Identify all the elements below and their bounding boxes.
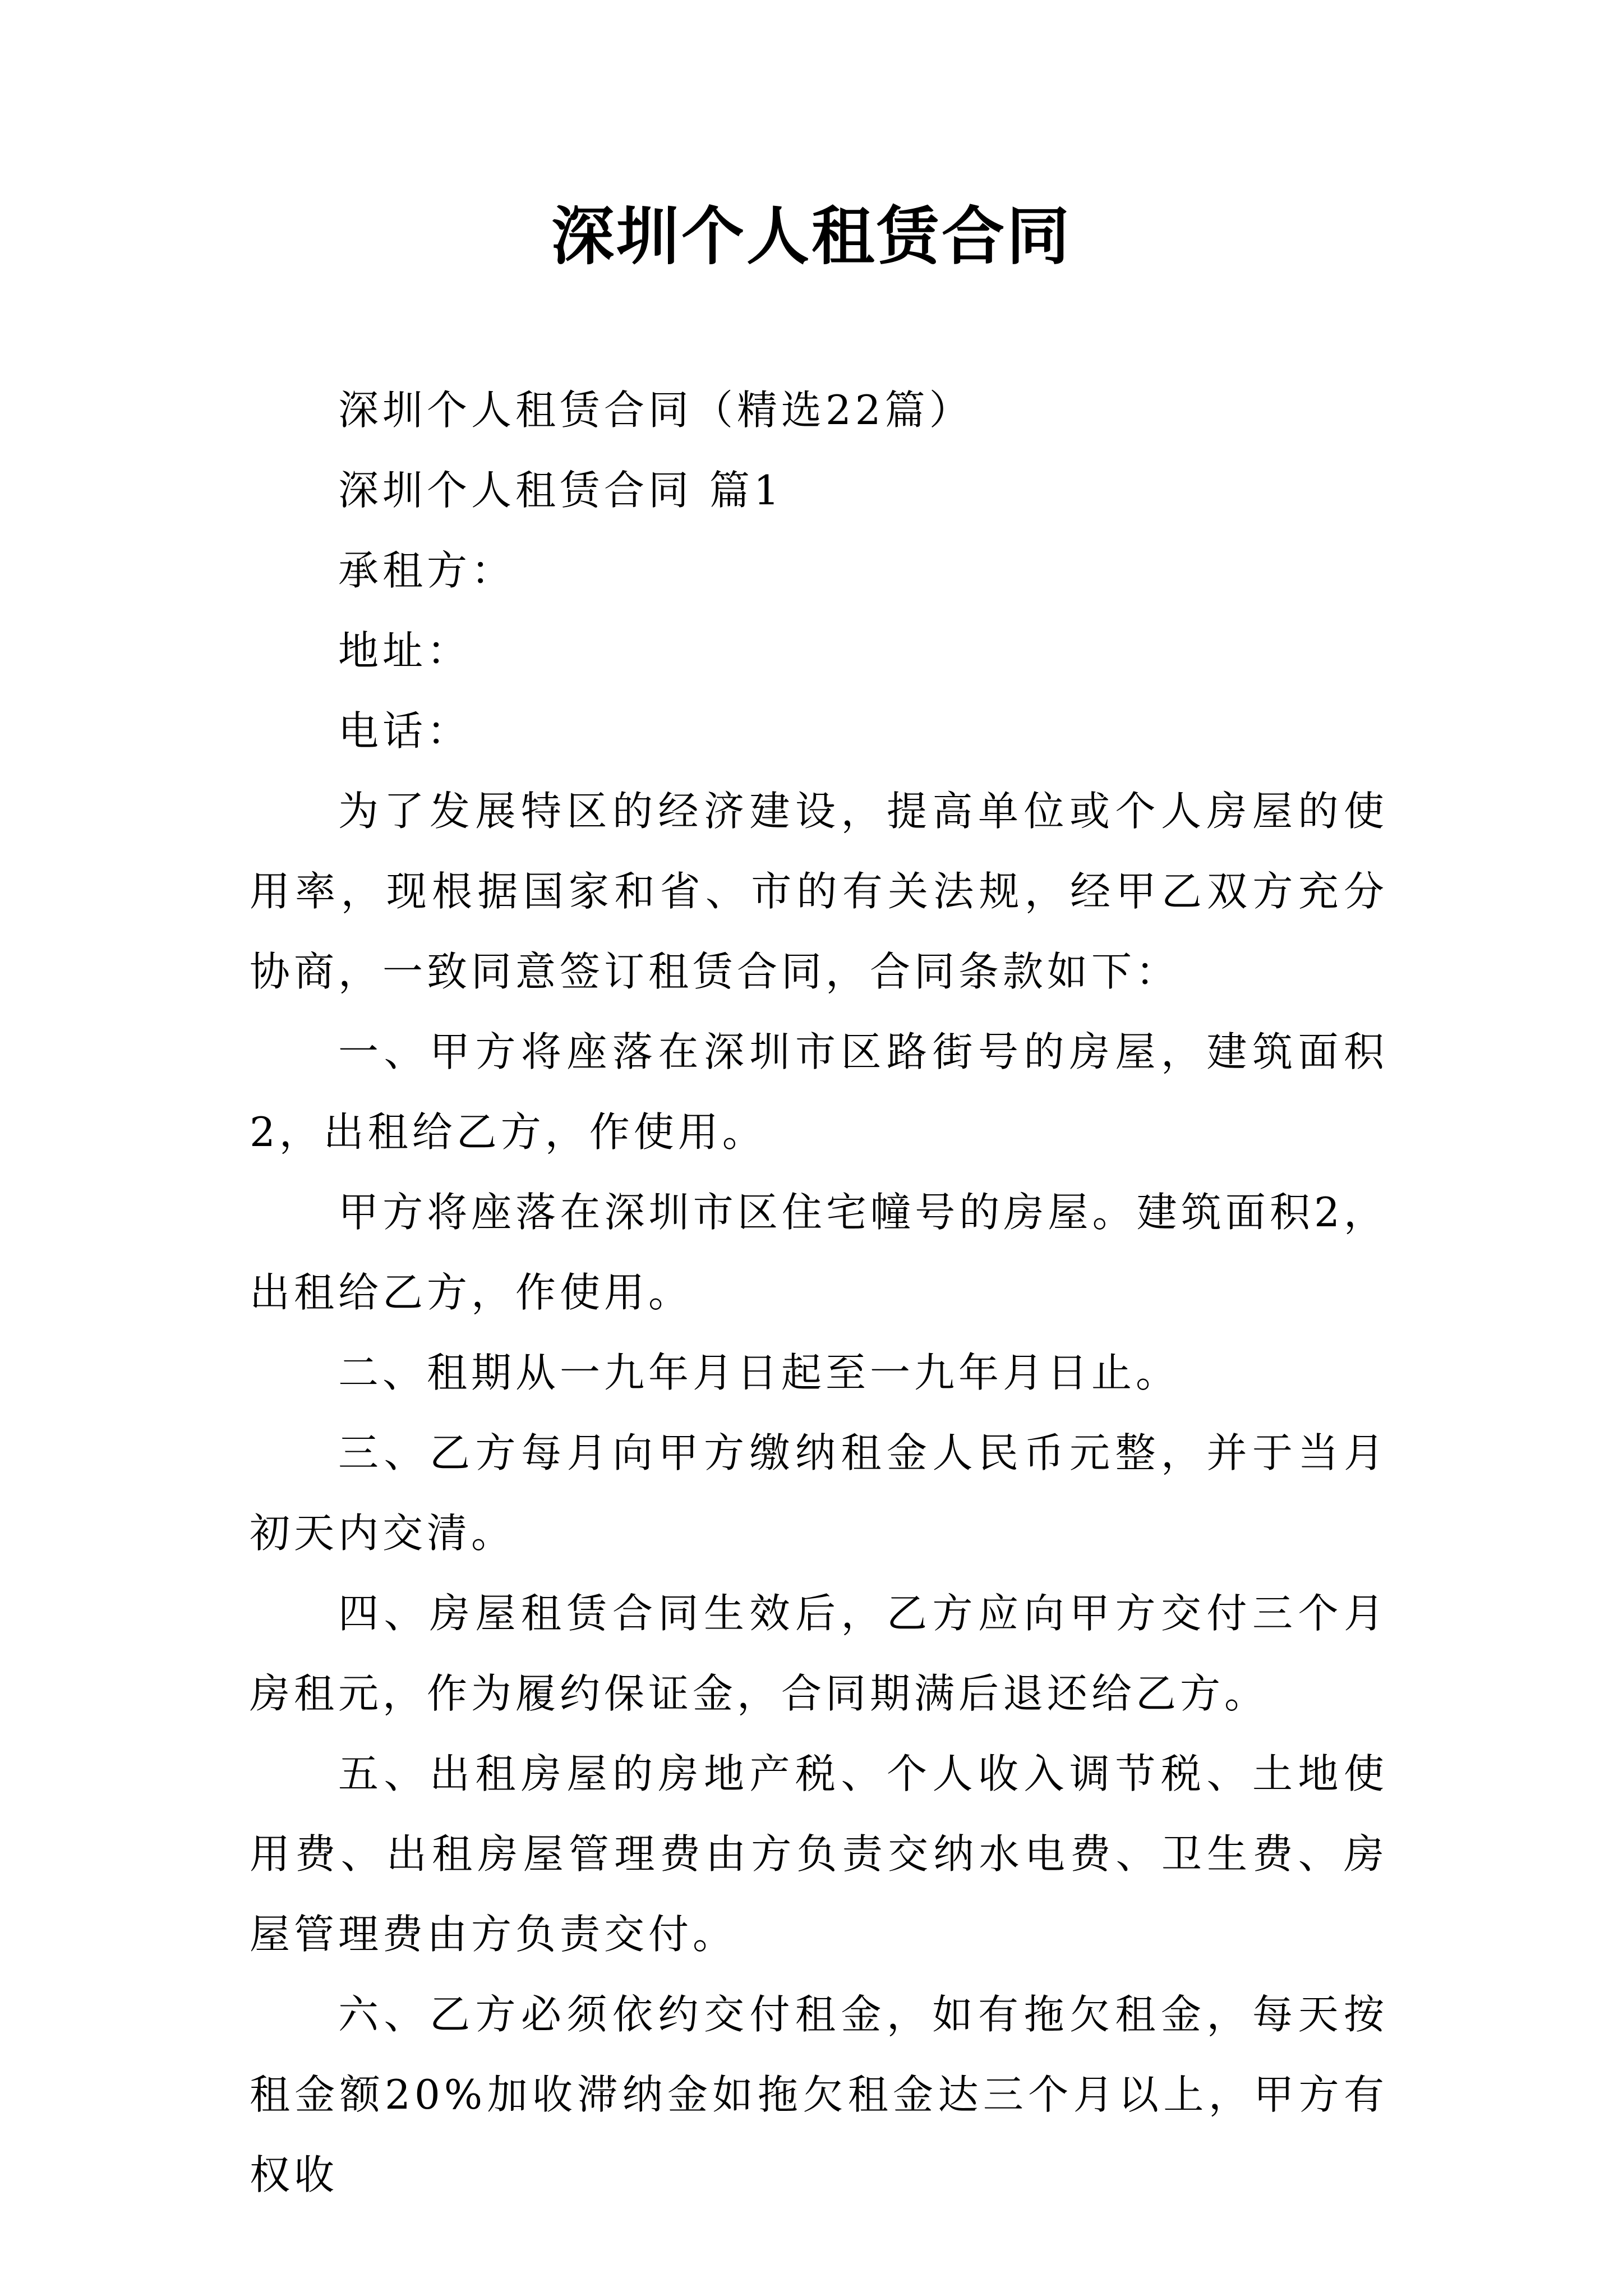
- clause-2: 二、租期从一九年月日起至一九年月日止。: [338, 1349, 1181, 1396]
- clause-1: 一、甲方将座落在深圳市区路街号的房屋，建筑面积2，出租给乙方，作使用。: [250, 1028, 1388, 1156]
- field-address: 地址：: [338, 627, 472, 674]
- clause-4: 四、房屋租赁合同生效后，乙方应向甲方交付三个月房租元，作为履约保证金，合同期满后退还给乙方。: [250, 1590, 1388, 1717]
- clause-3: 三、乙方每月向甲方缴纳租金人民币元整，并于当月初天内交清。: [250, 1429, 1388, 1557]
- field-phone: 电话：: [338, 707, 472, 754]
- document-subtitle: 深圳个人租赁合同（精选22篇）: [338, 386, 974, 434]
- clause-6: 六、乙方必须依约交付租金，如有拖欠租金，每天按租金额20%加收滞纳金如拖欠租金达三个月以上，甲方有权收: [250, 1991, 1388, 2198]
- clause-5: 五、出租房屋的房地产税、个人收入调节税、土地使用费、出租房屋管理费由方负责交纳水电费、卫生费、房屋管理费由方负责交付。: [250, 1750, 1388, 1958]
- document-title: 深圳个人租赁合同: [551, 200, 1072, 273]
- clause-1-alt: 甲方将座落在深圳市区住宅幢号的房屋。建筑面积2，出租给乙方，作使用。: [250, 1189, 1388, 1316]
- document-body: [250, 370, 1388, 2215]
- paragraph-intro: 为了发展特区的经济建设，提高单位或个人房屋的使用率，现根据国家和省、市的有关法规，经甲乙双方充分协商，一致同意签订租赁合同，合同条款如下：: [250, 788, 1388, 995]
- section-heading: 深圳个人租赁合同 篇1: [338, 467, 783, 514]
- field-lessee: 承租方：: [338, 547, 516, 594]
